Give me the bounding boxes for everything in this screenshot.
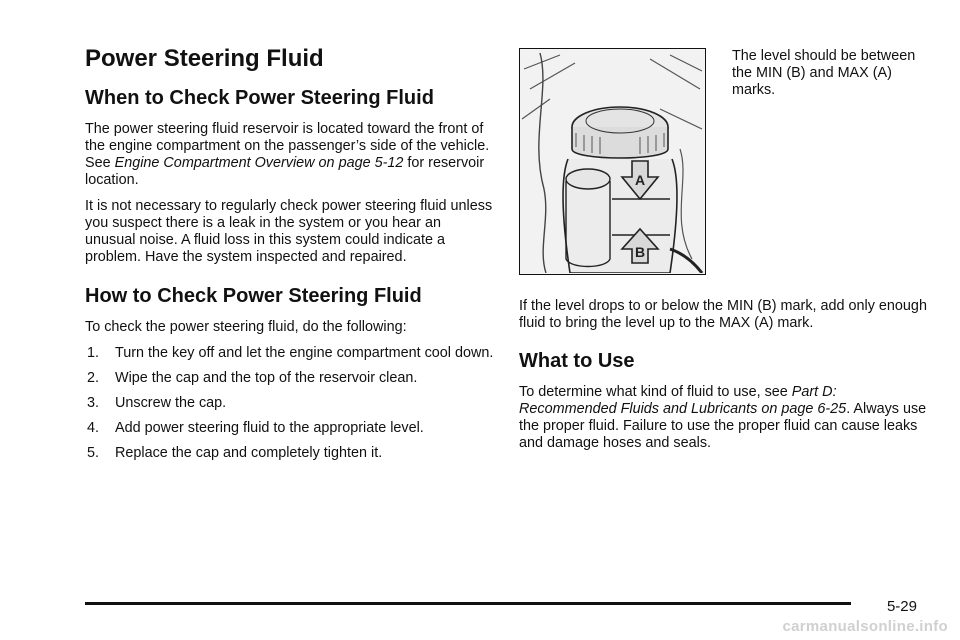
what-to-use-heading: What to Use — [519, 350, 635, 372]
step-number: 3. — [87, 395, 100, 411]
when-to-check-paragraph-1 — [85, 121, 495, 189]
what-to-use-paragraph — [519, 384, 929, 452]
arrow-label-a: A — [634, 172, 646, 188]
step-text: Wipe the cap and the top of the reservoir clean. — [115, 370, 418, 386]
step-number: 5. — [87, 445, 100, 461]
arrow-label-b: B — [634, 244, 646, 260]
step-item — [85, 370, 495, 387]
reservoir-illustration — [519, 48, 706, 275]
engine-compartment-reference: Engine Compartment Overview on page 5-12 — [114, 155, 404, 171]
when-to-check-paragraph-2: It is not necessary to regularly check power steering fluid unless you suspect there is a leak in the system or you hear an unusual noise. A fluid loss in this system could indicate a problem. Have the system inspected and repaired. — [85, 198, 493, 265]
step-text: Replace the cap and completely tighten it. — [115, 445, 383, 461]
step-item — [85, 445, 495, 462]
step-text: Add power steering fluid to the appropriate level. — [115, 420, 424, 436]
step-number: 4. — [87, 420, 100, 436]
step-item — [85, 420, 495, 437]
reservoir-drawing-icon — [520, 49, 704, 273]
level-note: If the level drops to or below the MIN (B) mark, add only enough fluid to bring the level up to the MAX (A) mark. — [519, 298, 927, 331]
step-number: 2. — [87, 370, 100, 386]
how-to-check-heading: How to Check Power Steering Fluid — [85, 285, 422, 307]
step-text: Turn the key off and let the engine compartment cool down. — [115, 345, 494, 361]
step-number: 1. — [87, 345, 100, 361]
when-to-check-heading: When to Check Power Steering Fluid — [85, 87, 434, 109]
steps-list — [85, 345, 495, 462]
watermark: carmanualsonline.info — [782, 618, 948, 635]
when-to-check-p1-tail: for reservoir location. — [85, 155, 485, 188]
step-text: Unscrew the cap. — [115, 395, 227, 411]
page-number: 5-29 — [886, 598, 917, 615]
how-to-check-intro: To check the power steering fluid, do the following: — [85, 319, 407, 335]
page-title: Power Steering Fluid — [85, 45, 324, 72]
step-item — [85, 345, 495, 362]
figure-caption: The level should be between the MIN (B) and MAX (A) marks. — [732, 48, 916, 98]
right-flow — [519, 298, 929, 461]
recommended-fluids-reference: Part D: Recommended Fluids and Lubricants on page 6-25 — [519, 384, 847, 417]
when-to-check-p1-text: The power steering fluid reservoir is located toward the front of the engine compartment on the passenger’s side of the vehicle. See — [85, 121, 490, 171]
what-to-use-text: To determine what kind of fluid to use, see — [519, 384, 792, 400]
left-column — [85, 44, 495, 470]
footer-rule — [85, 602, 851, 605]
step-item — [85, 395, 495, 412]
what-to-use-tail: . Always use the proper fluid. Failure to use the proper fluid can cause leaks and damage hoses and seals. — [519, 401, 927, 451]
